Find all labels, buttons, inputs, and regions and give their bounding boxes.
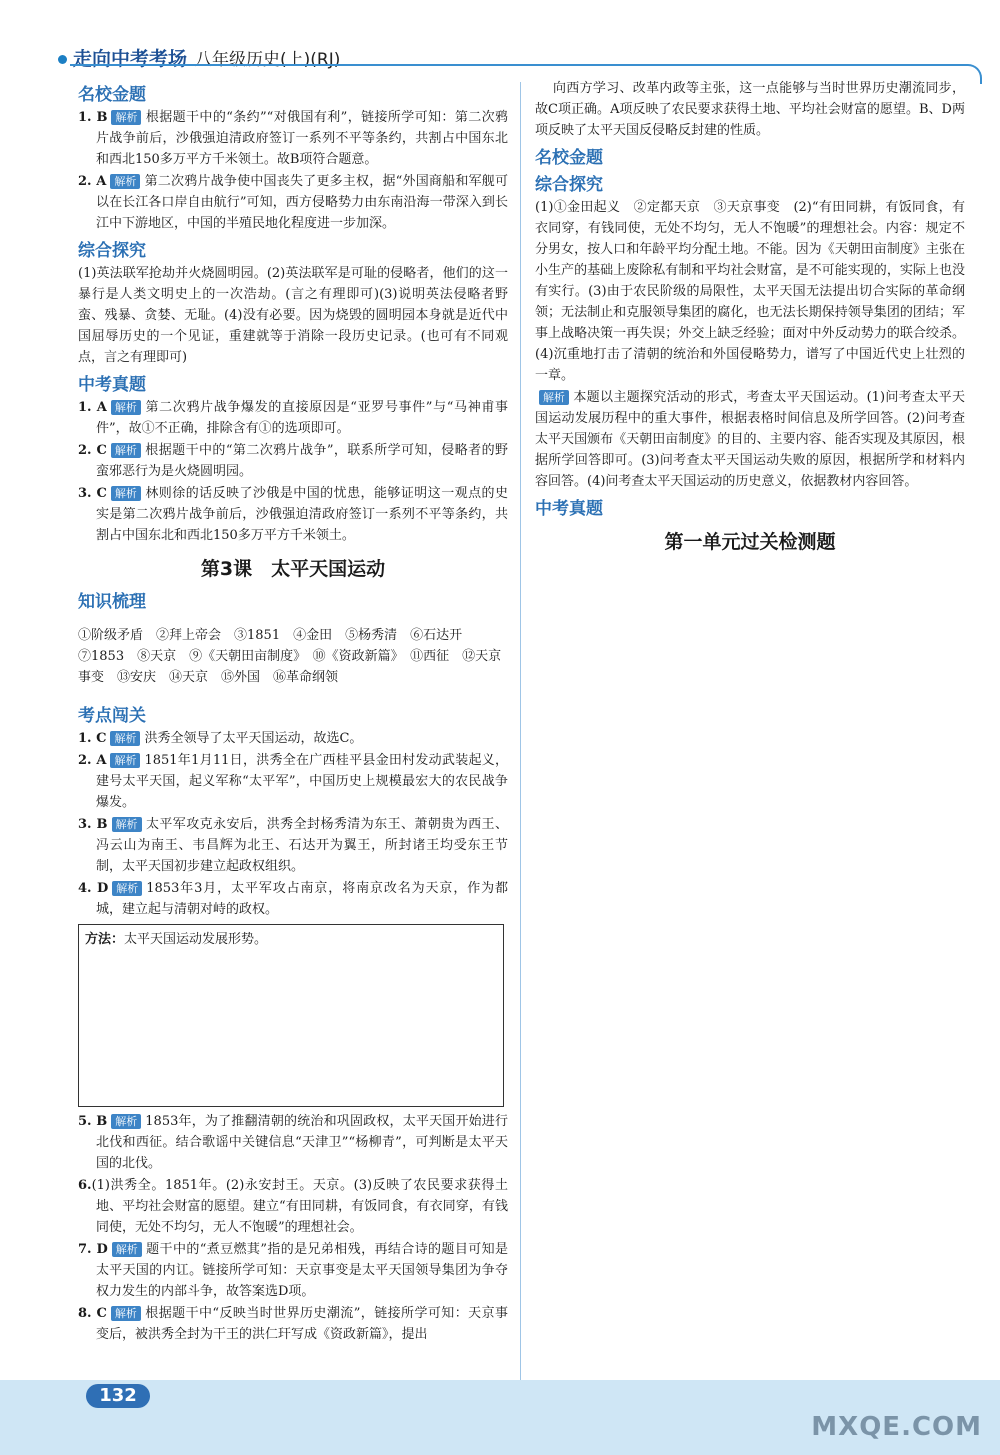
answer-text: 太平军攻克永安后，洪秀全封杨秀清为东王、萧朝贵为西王、冯云山为南王、韦昌辉为北王、石达开为翼王，所封诸王均受东王节制，太平天国初步建立起政权组织。 bbox=[96, 817, 508, 874]
section-title: 考点闯关 bbox=[78, 706, 146, 726]
answer-number: 1. A bbox=[78, 400, 107, 415]
unit-test-title: 第一单元过关检测题 bbox=[664, 531, 836, 553]
trend-diagram bbox=[85, 947, 485, 1099]
analysis-tag: 解析 bbox=[539, 390, 569, 405]
answer-number: 3. B bbox=[78, 817, 108, 832]
answer-text: 根据题干中的“第二次鸦片战争”，联系所学可知，侵略者的野蛮邪恶行为是火烧圆明园。 bbox=[96, 443, 508, 479]
answer-item bbox=[78, 1111, 508, 1174]
answer-item bbox=[78, 878, 508, 920]
method-label: 方法： bbox=[85, 932, 125, 947]
answer-text: 第二次鸦片战争爆发的直接原因是“亚罗号事件”与“马神甫事件”，故①不正确，排除含有①的选项即可。 bbox=[96, 400, 508, 436]
book-subtitle: 八年级历史(上)(RJ) bbox=[195, 50, 341, 70]
left-column bbox=[78, 78, 508, 1346]
page-number: 132 bbox=[86, 1384, 150, 1408]
analysis-tag: 解析 bbox=[110, 174, 140, 189]
answer-item bbox=[78, 1303, 508, 1345]
answer-text: 根据题干中的“条约”“对俄国有利”，链接所学可知：第二次鸦片战争前后，沙俄强迫清政府签订一系列不平等条约，共割占中国东北和西北150多万平方千米领土。故B项符合题意。 bbox=[96, 110, 508, 167]
method-title: 太平天国运动发展形势。 bbox=[124, 932, 268, 947]
answer-list bbox=[78, 1111, 508, 1345]
answer-number: 1. C bbox=[78, 731, 107, 746]
answer-text: 题干中的“煮豆燃萁”指的是兄弟相残，再结合诗的题目可知是太平天国的内讧。链接所学可知：天京事变是太平天国领导集团为争夺权力发生的内部斗争，故答案选D项。 bbox=[96, 1242, 508, 1299]
answer-list bbox=[78, 107, 508, 234]
analysis-tag: 解析 bbox=[112, 881, 142, 896]
answer-item bbox=[78, 440, 508, 482]
answer-number: 8. C bbox=[78, 1306, 107, 1321]
lesson-title: 第3课 太平天国运动 bbox=[200, 558, 386, 580]
answer-number: 2. C bbox=[78, 443, 107, 458]
answer-text: (1)洪秀全。1851年。(2)永安封王。天京。(3)反映了农民要求获得土地、平均社会财富的愿望。建立“有田同耕，有饭同食，有衣同穿，有钱同使，无处不均匀，无人不饱暖”的理想社会。 bbox=[91, 1178, 508, 1235]
section-title: 名校金题 bbox=[78, 85, 146, 105]
analysis-tag: 解析 bbox=[111, 1306, 141, 1321]
analysis-tag: 解析 bbox=[110, 753, 140, 768]
section-title: 综合探究 bbox=[78, 241, 146, 261]
right-column bbox=[535, 78, 965, 560]
watermark: MXQE.COM bbox=[811, 1412, 982, 1442]
answer-item bbox=[78, 483, 508, 546]
answer-item bbox=[78, 728, 508, 749]
answer-list bbox=[78, 397, 508, 546]
answer-number: 2. A bbox=[78, 174, 107, 189]
answer-text: 林则徐的话反映了沙俄是中国的忧患，能够证明这一观点的史实是第二次鸦片战争前后，沙俄强迫清政府签订一系列不平等条约，共割占中国东北和西北150多万平方千米领土。 bbox=[96, 486, 508, 543]
answer-number: 1. B bbox=[78, 110, 108, 125]
analysis-text: 本题以主题探究活动的形式，考查太平天国运动。(1)问考查太平天国运动发展历程中的重大事件，根据表格时间信息及所学回答。(2)问考查太平天国颁布《天朝田亩制度》的目的、主要内容、能否实现及其原因，根据所学回答即可。(3)问考查太平天国运动失败的原因，根据所学和材料内容回答。(4)问考查太平天国运动的历史意义，依据教材内容回答。 bbox=[535, 390, 965, 489]
answer-text: 根据题干中“反映当时世界历史潮流”，链接所学可知：天京事变后，被洪秀全封为干王的洪仁玕写成《资政新篇》，提出 bbox=[96, 1306, 508, 1342]
answer-item bbox=[78, 397, 508, 439]
answer-number: 3. C bbox=[78, 486, 107, 501]
answer-text: 第二次鸦片战争使中国丧失了更多主权，据“外国商船和军舰可以在长江各口岸自由航行”可知，西方侵略势力由东南沿海一带深入到长江中下游地区，中国的半殖民地化程度进一步加深。 bbox=[96, 174, 508, 231]
section-title: 知识梳理 bbox=[78, 592, 146, 612]
method-box bbox=[78, 924, 504, 1107]
answer-number: 5. B bbox=[78, 1114, 108, 1129]
answer-text: 洪秀全领导了太平天国运动，故选C。 bbox=[144, 731, 363, 746]
series-title: 走向中考考场 bbox=[73, 48, 188, 70]
answer-text: 1851年1月11日，洪秀全在广西桂平县金田村发动武装起义，建号太平天国，起义军称“太平军”，中国历史上规模最宏大的农民战争爆发。 bbox=[96, 753, 508, 810]
answer-item bbox=[78, 1175, 508, 1238]
section-title: 中考真题 bbox=[535, 499, 603, 519]
answer-list bbox=[78, 728, 508, 920]
analysis-tag: 解析 bbox=[111, 486, 141, 501]
answer-continuation: 向西方学习、改革内政等主张，这一点能够与当时世界历史潮流同步，故C项正确。A项反映了农民要求获得土地、平均社会财富的愿望。B、D两项反映了太平天国反侵略反封建的性质。 bbox=[535, 81, 965, 138]
section-title: 综合探究 bbox=[535, 175, 603, 195]
analysis-tag: 解析 bbox=[111, 443, 141, 458]
bullet-icon bbox=[58, 55, 67, 64]
analysis-tag: 解析 bbox=[111, 400, 141, 415]
column-divider bbox=[520, 82, 521, 1382]
answer-number: 6. bbox=[78, 1178, 92, 1193]
section-title: 中考真题 bbox=[78, 375, 146, 395]
analysis-tag: 解析 bbox=[112, 1242, 142, 1257]
answer-item bbox=[78, 814, 508, 877]
answer-item bbox=[78, 107, 508, 170]
answer-item bbox=[78, 1239, 508, 1302]
answer-item bbox=[78, 750, 508, 813]
answer-text: 1853年，为了推翻清朝的统治和巩固政权，太平天国开始进行北伐和西征。结合歌谣中关键信息“天津卫”“杨柳青”，可判断是太平天国的北伐。 bbox=[96, 1114, 508, 1171]
analysis-tag: 解析 bbox=[110, 731, 140, 746]
answer-number: 7. D bbox=[78, 1242, 108, 1257]
answer-paragraph: (1)①金田起义 ②定都天京 ③天京事变 (2)“有田同耕，有饭同食，有衣同穿，有钱同使，无处不均匀，无人不饱暖”的理想社会。内容：规定不分男女，按人口和年龄平均分配土地。不能。因为《天朝田亩制度》主张在小生产的基础上废除私有制和平均社会财富，是不可能实现的，实际上也没有实行。(3)由于农民阶级的局限性，太平天国无法提出切合实际的革命纲领；无法制止和克服领导集团的腐化，也无法长期保持领导集团的团结；军事上战略决策一再失误；外交上缺乏经验；面对中外反动势力的联合绞杀。(4)沉重地打击了清朝的统治和外国侵略势力，谱写了中国近代史上壮烈的一章。 bbox=[535, 200, 965, 383]
section-title: 名校金题 bbox=[535, 148, 603, 168]
analysis-paragraph bbox=[535, 387, 965, 492]
answer-number: 4. D bbox=[78, 881, 109, 896]
analysis-tag: 解析 bbox=[111, 1114, 141, 1129]
answer-paragraph: (1)英法联军抢劫并火烧圆明园。(2)英法联军是可耻的侵略者，他们的这一暴行是人类文明史上的一次浩劫。(言之有理即可)(3)说明英法侵略者野蛮、残暴、贪婪、无耻。(4)没有必要。因为烧毁的圆明园本身就是近代中国屈辱历史的一个见证，重建就等于消除一段历史记录。(也可有不同观点，言之有理即可) bbox=[78, 266, 508, 365]
knowledge-list: ①阶级矛盾 ②拜上帝会 ③1851 ④金田 ⑤杨秀清 ⑥石达开 ⑦1853 ⑧天京 ⑨《天朝田亩制度》 ⑩《资政新篇》 ⑪西征 ⑫天京事变 ⑬安庆 ⑭天京 ⑮外国 ⑯革命纲领 bbox=[78, 628, 502, 685]
answer-text: 1853年3月，太平军攻占南京，将南京改名为天京，作为都城，建立起与清朝对峙的政权。 bbox=[96, 881, 508, 917]
analysis-tag: 解析 bbox=[112, 817, 142, 832]
analysis-tag: 解析 bbox=[111, 110, 141, 125]
answer-item bbox=[78, 171, 508, 234]
answer-number: 2. A bbox=[78, 753, 107, 768]
